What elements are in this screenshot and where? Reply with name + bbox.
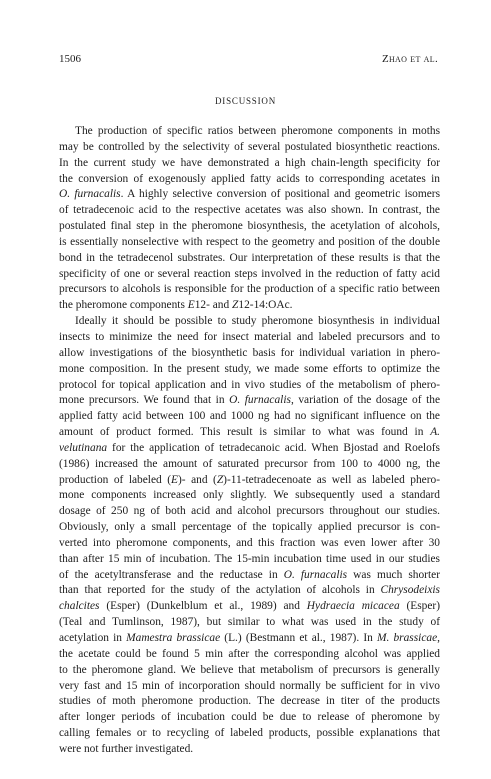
text-line: insects to minimize the need for insect material and labeled precursors and to bbox=[59, 330, 440, 343]
text-line: applied fatty acid between 100 and 1000 ng had no significant influence on the bbox=[59, 410, 440, 423]
page-number: 1506 bbox=[59, 53, 81, 65]
text-line: The production of specific ratios between pheromone components in moths bbox=[75, 125, 440, 137]
text-line: (Teal and Tumlinson, 1987), but similar to what was used in the study of bbox=[59, 616, 440, 629]
text-line: calling females or to recycling of labeled products, possible explanations that bbox=[59, 727, 440, 740]
running-head bbox=[59, 52, 438, 66]
section-heading: DISCUSSION bbox=[214, 96, 276, 106]
body-text bbox=[59, 124, 440, 758]
text-line: the pheromone components E12- and Z12-14:OAc. bbox=[59, 299, 293, 312]
text-line: mone components increased only slightly. We subsequently used a standard bbox=[59, 489, 440, 502]
text-line: (1986) increased the amount of saturated precursor from 100 to 4000 ng, the bbox=[59, 457, 440, 470]
text-line: bond in the tetradecenol substrates. Our interpretation of these results is that the bbox=[59, 251, 440, 264]
text-line: chalcites (Esper) (Dunkelblum et al., 1989) and Hydraecia micacea (Esper) bbox=[59, 600, 441, 613]
text-line: of the acetyltransferase and the reductase in O. furnacalis was much shorter bbox=[59, 568, 440, 581]
text-line: Obviously, only a small percentage of the topically applied precursor is con- bbox=[59, 521, 440, 534]
text-line: may be controlled by the selectivity of several postulated biosynthetic reactions. bbox=[59, 140, 440, 153]
text-line: amount of product formed. This result is similar to what was found in A. bbox=[59, 426, 440, 439]
text-line: mone composition. In the present study, we made some efforts to optimize the bbox=[59, 362, 440, 375]
text-line: to the pheromone gland. We believe that metabolism of precursors is generally bbox=[59, 663, 440, 676]
text-line: specificity of one or several reaction steps involved in the reduction of fatty acid bbox=[59, 267, 440, 280]
text-line: O. furnacalis. A highly selective conversion of positional and geometric isomers bbox=[59, 188, 441, 201]
text-line: In the current study we have demonstrated a high chain-length specificity for bbox=[59, 156, 440, 169]
text-line: than after 15 min of incubation. The 15-min incubation time used in our studies bbox=[59, 552, 440, 565]
text-line: than that reported for the study of the actylation of alcohols in Chrysodeixis bbox=[59, 584, 440, 597]
text-line: precursors to alcohols is responsible for the production of a specific ratio between bbox=[59, 283, 440, 296]
text-line: protocol for topical application and in vivo studies of the metabolism of phero- bbox=[59, 378, 440, 391]
text-line: the conversion of exogenously applied fatty acids to corresponding acetates in bbox=[59, 172, 440, 185]
text-line: dosage of 250 ng of both acid and alcohol precursors throughout our studies. bbox=[59, 505, 440, 518]
text-line: the acetate could be found 5 min after the corresponding alcohol was applied bbox=[59, 647, 440, 660]
text-line: after longer periods of incubation could be due to release of pheromone by bbox=[59, 711, 440, 724]
text-line: studies of moth pheromone production. The decrease in titer of the products bbox=[59, 695, 440, 708]
text-line: mone precursors. We found that in O. furnacalis, variation of the dosage of the bbox=[59, 394, 441, 407]
text-line: postulated final step in the pheromone biosynthesis, the acetylation of alcohols, bbox=[59, 220, 440, 233]
text-line: velutinana for the application of tetradecanoic acid. When Bjostad and Roelofs bbox=[59, 441, 440, 454]
text-line: acetylation in Mamestra brassicae (L.) (Bestmann et al., 1987). In M. brassicae, bbox=[59, 632, 441, 644]
text-line: production of labeled (E)- and (Z)-11-tetradecenoate as well as labeled phero- bbox=[59, 473, 440, 486]
text-line: allow investigations of the biosynthetic basis for individual variation in phero- bbox=[59, 346, 440, 359]
running-author: Zhao et al. bbox=[381, 53, 438, 65]
text-line: is essentially nonselective with respect to the geometry and position of the double bbox=[59, 235, 440, 248]
text-line: of tetradecenoic acid to the respective acetates was also shown. In contrast, the bbox=[59, 204, 440, 217]
text-line: very fast and 15 min of incorporation should normally be sufficient for in vivo bbox=[59, 679, 440, 692]
text-line: were not further investigated. bbox=[59, 742, 194, 755]
text-line: verted into pheromone components, and this fraction was even lower after 30 bbox=[59, 536, 440, 549]
text-line: Ideally it should be possible to study pheromone biosynthesis in individual bbox=[75, 315, 440, 328]
